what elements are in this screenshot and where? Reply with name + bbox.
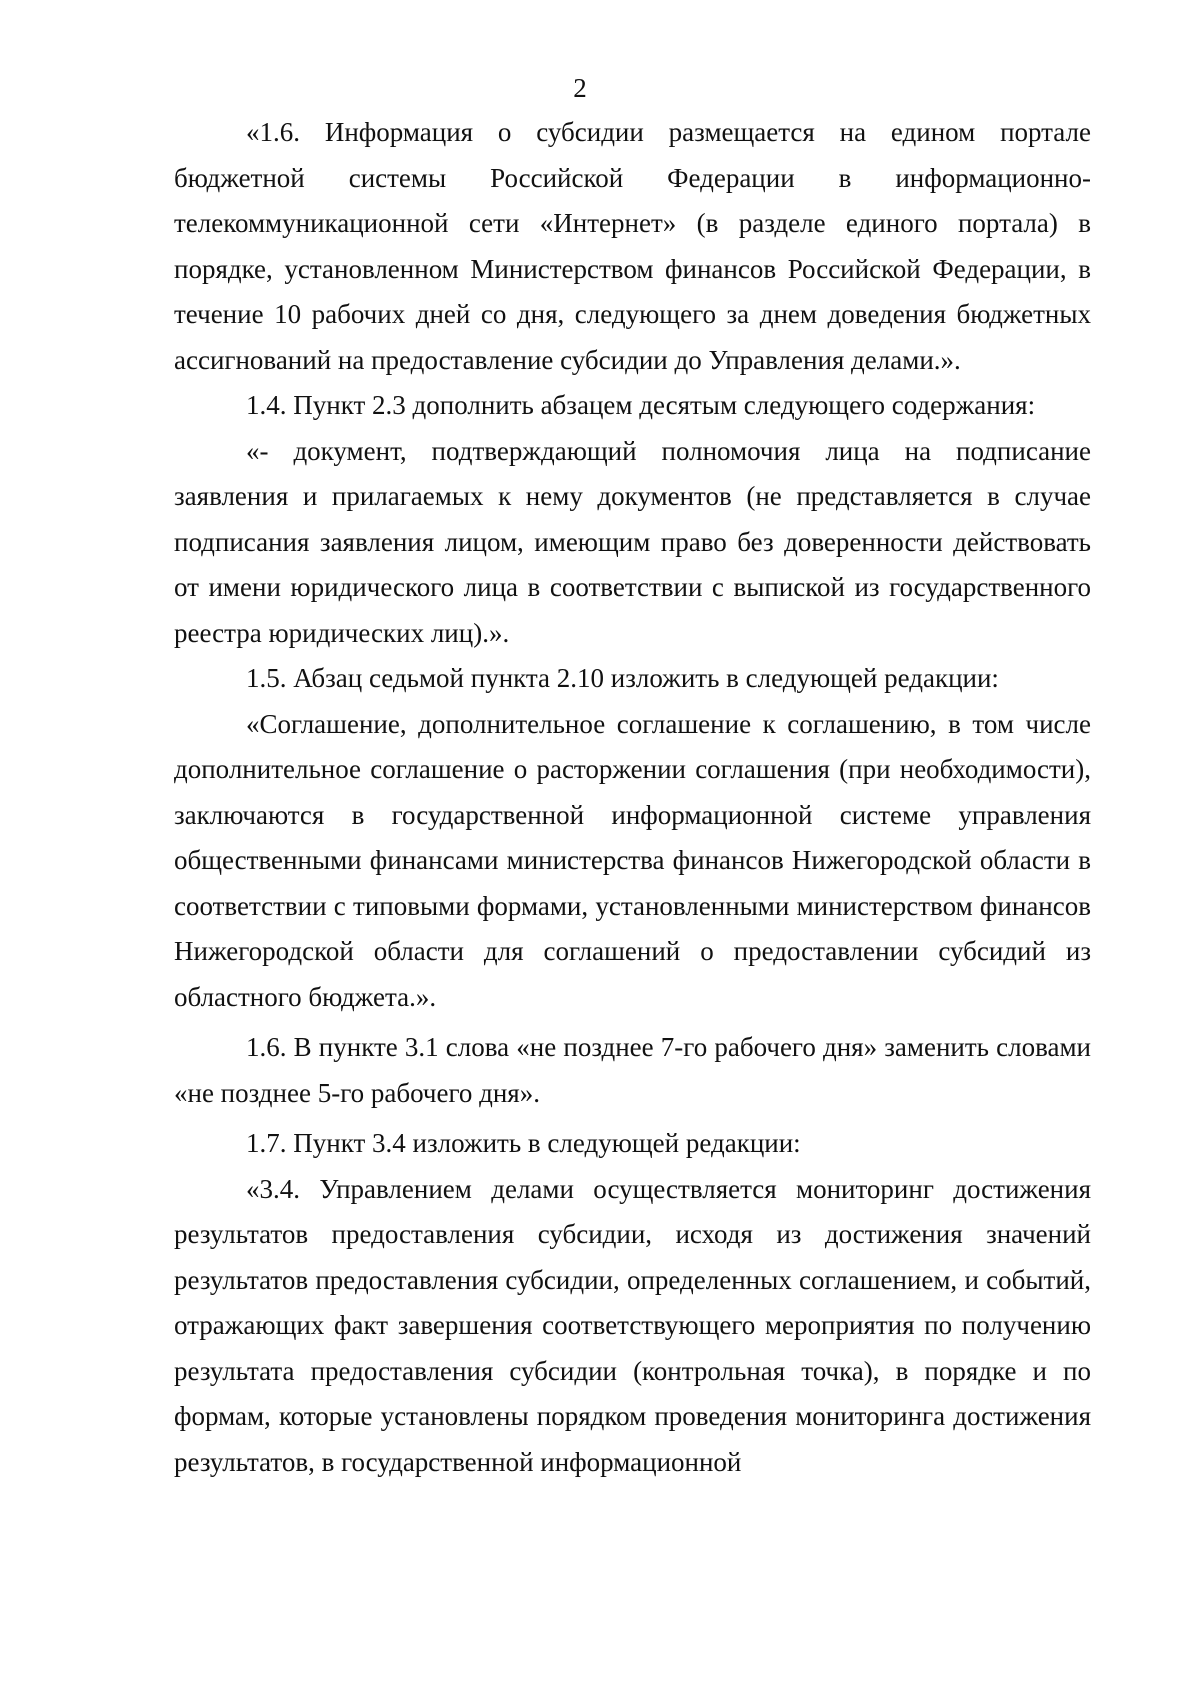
document-body (174, 110, 1091, 1485)
paragraph-1-5-amendment: 1.5. Абзац седьмой пункта 2.10 изложить в следующей редакции: (246, 663, 999, 693)
paragraph-agreement-text: «Соглашение, дополнительное соглашение к соглашению, в том числе дополнительное соглашение о расторжении соглашения (при необходимости), заключаются в государственной информационной системе управления общественными финансами министерства финансов Нижегородской области в соответствии с типовыми формами, установленными министерством финансов Нижегородской области для соглашений о предоставлении субсидий из областного бюджета.». (174, 708, 1091, 1012)
paragraph-1-4-amendment: 1.4. Пункт 2.3 дополнить абзацем десятым следующего содержания: (246, 390, 1036, 420)
paragraph-1-6-info-subsidy: «1.6. Информация о субсидии размещается на едином портале бюджетной системы Российской Федерации в информационно-телекоммуникационной сети «Интернет» (в разделе единого портала) в порядке, установленном Министерством финансов Российской Федерации, в течение 10 рабочих дней со дня, следующего за днем доведения бюджетных ассигнований на предоставление субсидии до Управления делами.». (174, 117, 1091, 375)
paragraph-3-4-monitoring: «3.4. Управлением делами осуществляется мониторинг достижения результатов предоставления субсидии, исходя из достижения значений результатов предоставления субсидии, определенных соглашением, и событий, отражающих факт завершения соответствующего мероприятия по получению результата предоставления субсидии (контрольная точка), в порядке и по формам, которые установлены порядком проведения мониторинга достижения результатов, в государственной информационной (174, 1173, 1091, 1477)
paragraph-authority-document: «- документ, подтверждающий полномочия лица на подписание заявления и прилагаемых к нему документов (не представляется в случае подписания заявления лицом, имеющим право без доверенности действовать от имени юридического лица в соответствии с выпиской из государственного реестра юридических лиц).». (174, 435, 1091, 648)
paragraph-1-7-amendment: 1.7. Пункт 3.4 изложить в следующей редакции: (246, 1128, 801, 1158)
page-number: 2 (573, 73, 587, 103)
paragraph-1-6-deadline: 1.6. В пункте 3.1 слова «не позднее 7-го рабочего дня» заменить словами «не позднее 5-го рабочего дня». (174, 1032, 1091, 1108)
